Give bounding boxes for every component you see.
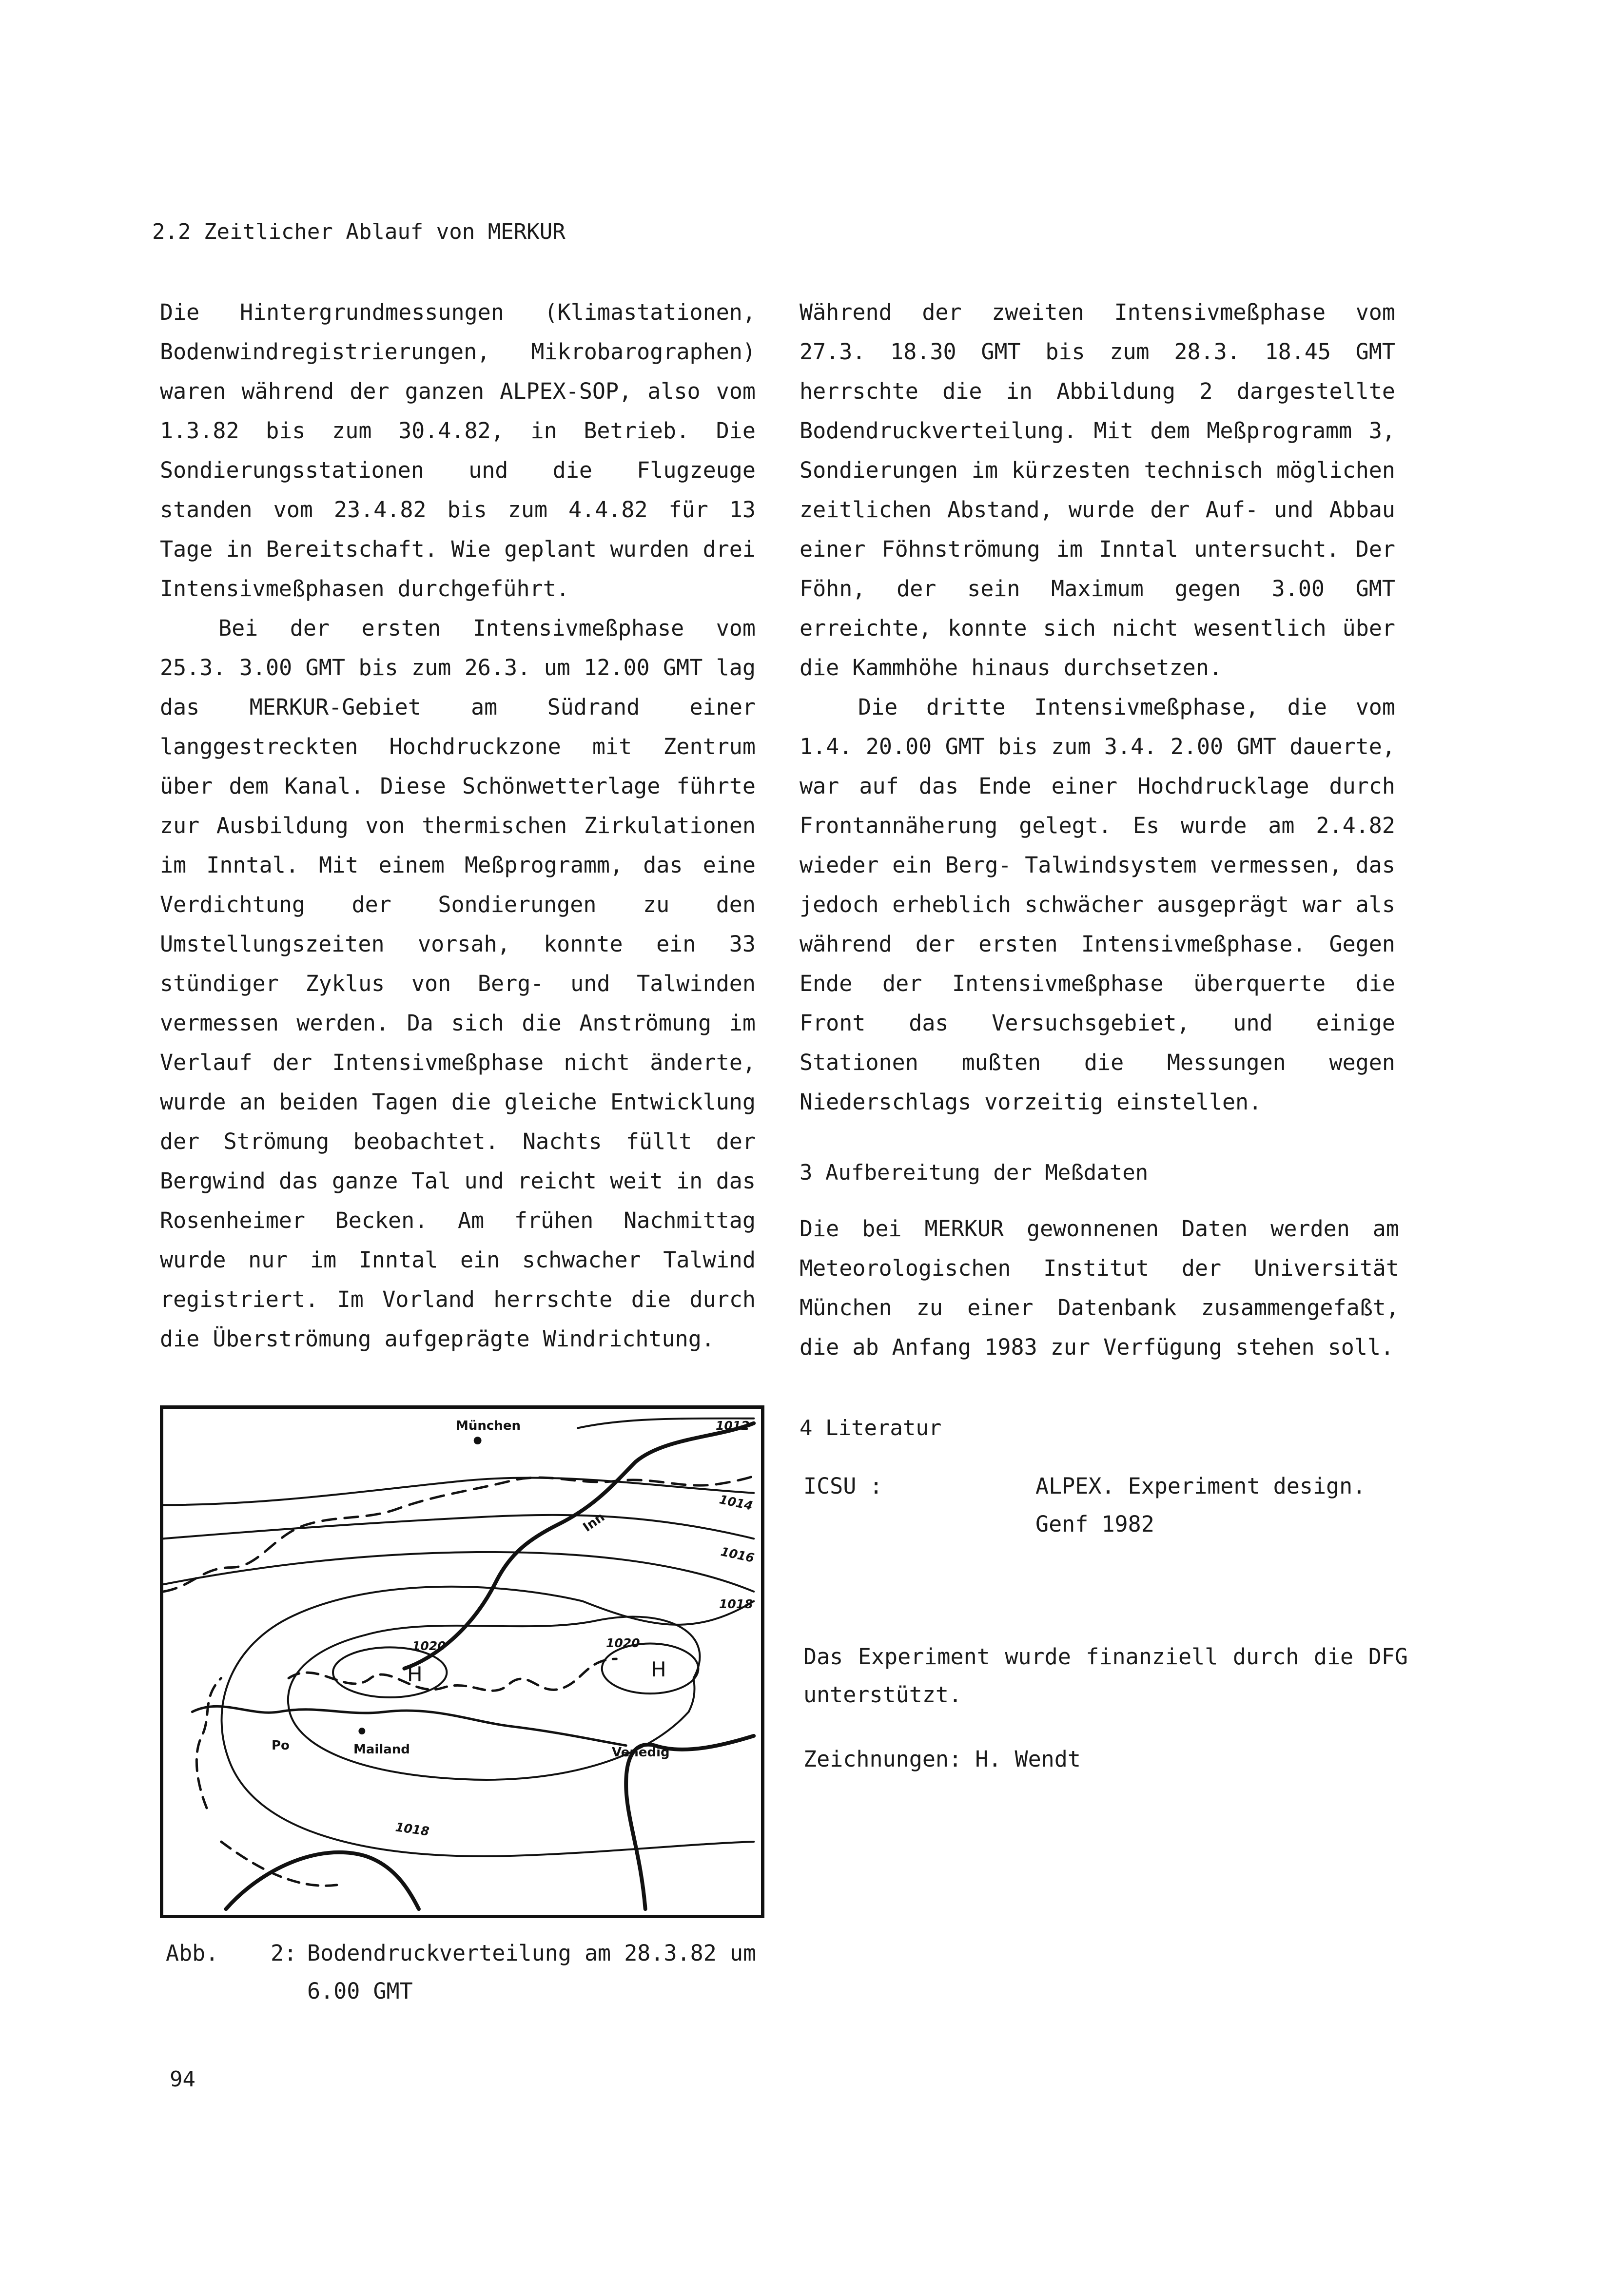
reference-place-year: Genf 1982 (1035, 1511, 1154, 1537)
caption-prefix: Abb. (166, 1940, 219, 1966)
paragraph: Die dritte Intensivmeßphase, die vom 1.4. 20.00 GMT bis zum 3.4. 2.00 GMT dauerte, war auf das Ende einer Hochdrucklage durch Frontannäherung gelegt. Es wurde am 2.4.82 wieder ein Berg- Talwindsystem vermessen, das jedoch erheblich schwächer ausgeprägt war als während der ersten Intensivmeßphase. Gegen Ende der Intensivmeßphase überquerte die Front das Versuchsgebiet, und einige Stationen mußten die Messungen wegen Niederschlags vorzeitig einstellen. (800, 694, 1395, 1115)
paragraph: Zeichnungen: H. Wendt (803, 1746, 1081, 1772)
high-pressure-west: H (407, 1662, 423, 1686)
paragraph: Die bei MERKUR gewonnenen Daten werden am Meteorologischen Institut der Universität München zu einer Datenbank zusammengefaßt, die ab Anfang 1983 zur Verfügung stehen soll. (800, 1216, 1399, 1360)
inn-river (404, 1423, 754, 1669)
left-column (160, 292, 756, 1359)
paragraph: Bei der ersten Intensivmeßphase vom 25.3. 3.00 GMT bis zum 26.3. um 12.00 GMT lag das MERKUR-Gebiet am Südrand einer langgestreckten Hochdruckzone mit Zentrum über dem Kanal. Diese Schönwetterlage führte zur Ausbildung von thermischen Zirkulationen im Inntal. Mit einem Meßprogramm, das eine Verdichtung der Sondierungen zu den Umstellungszeiten vorsah, konnte ein 33 stündiger Zyklus von Berg- und Talwinden vermessen werden. Da sich die Anströmung im Verlauf der Intensivmeßphase nicht änderte, wurde an beiden Tagen die gleiche Entwicklung der Strömung beobachtet. Nachts füllt der Bergwind das ganze Tal und reicht weit in das Rosenheimer Becken. Am frühen Nachmittag wurde nur im Inntal ein schwacher Talwind registriert. Im Vorland herrschte die durch die Überströmung aufgeprägte Windrichtung. (160, 615, 756, 1352)
page-number: 94 (170, 2067, 195, 2092)
section-heading-2-2: 2.2 Zeitlicher Ablauf von MERKUR (152, 219, 566, 244)
caption-text-line-2: 6.00 GMT (307, 1978, 413, 2004)
river-label-po: Po (272, 1738, 290, 1753)
city-label-muenchen: München (456, 1419, 521, 1433)
coastline-south (226, 1852, 419, 1909)
funding-note (803, 1638, 1408, 1714)
river-label-inn: Inn (580, 1510, 608, 1535)
isobar-label-1020-west: 1020 (412, 1639, 446, 1653)
isobar-label-1020-east: 1020 (606, 1636, 640, 1650)
isobar-label-1018-lower: 1018 (394, 1820, 430, 1839)
caption-text-line-1: Bodendruckverteilung am 28.3.82 um (307, 1940, 757, 1966)
coastline-north (626, 1736, 754, 1909)
city-label-venedig: Venedig (612, 1745, 670, 1760)
section-3-body (800, 1209, 1399, 1367)
pressure-map-drawing (163, 1409, 761, 1915)
city-label-mailand: Mailand (353, 1742, 410, 1757)
caption-number: 2: (271, 1940, 297, 1966)
section-heading-4: 4 Literatur (800, 1416, 942, 1440)
figure-caption (166, 1934, 780, 2017)
mailand-dot (358, 1728, 365, 1734)
paragraph: Das Experiment wurde finanziell durch die DFG unterstützt. (803, 1644, 1408, 1708)
reference-title: ALPEX. Experiment design. (1035, 1473, 1366, 1499)
high-pressure-east: H (651, 1657, 666, 1681)
isobar-label-1018-upper: 1018 (719, 1597, 753, 1611)
paragraph: Während der zweiten Intensivmeßphase vom 27.3. 18.30 GMT bis zum 28.3. 18.45 GMT herrschte die in Abbildung 2 dargestellte Bodendruckverteilung. Mit dem Meßprogramm 3, Sondierungen im kürzesten technisch möglichen zeitlichen Abstand, wurde der Auf- und Abbau einer Föhnströmung im Inntal untersucht. Der Föhn, der sein Maximum gegen 3.00 GMT erreichte, konnte sich nicht wesentlich über die Kammhöhe hinaus durchsetzen. (800, 299, 1395, 681)
reference-key: ICSU : (803, 1473, 883, 1499)
reference-entry (800, 1467, 1409, 1550)
pressure-map-figure (160, 1405, 764, 1918)
isobar-1016-line (163, 1515, 754, 1539)
alpine-border-southwest (221, 1842, 337, 1886)
alpine-border (163, 1476, 754, 1592)
paragraph: Die Hintergrundmessungen (Klimastationen, Bodenwindregistrierungen, Mikrobarographen) waren während der ganzen ALPEX-SOP, also vom 1.3.82 bis zum 30.4.82, in Betrieb. Die Sondierungsstationen und die Flugzeuge standen vom 23.4.82 bis zum 4.4.82 für 13 Tage in Bereitschaft. Wie geplant wurden drei Intensivmeßphasen durchgeführt. (160, 299, 756, 602)
isobar-label-1012: 1012 (716, 1419, 750, 1433)
drawings-credit (803, 1740, 1413, 1778)
right-column (800, 292, 1395, 1122)
alpine-border-west (196, 1678, 221, 1808)
po-river (192, 1706, 626, 1745)
isobar-1018-line (163, 1552, 754, 1592)
isobar-1020-east (602, 1644, 699, 1694)
isobar-label-1016: 1016 (719, 1544, 756, 1565)
section-heading-3: 3 Aufbereitung der Meßdaten (800, 1160, 1149, 1185)
isobar-label-1014: 1014 (718, 1492, 754, 1513)
muenchen-dot (474, 1437, 482, 1444)
